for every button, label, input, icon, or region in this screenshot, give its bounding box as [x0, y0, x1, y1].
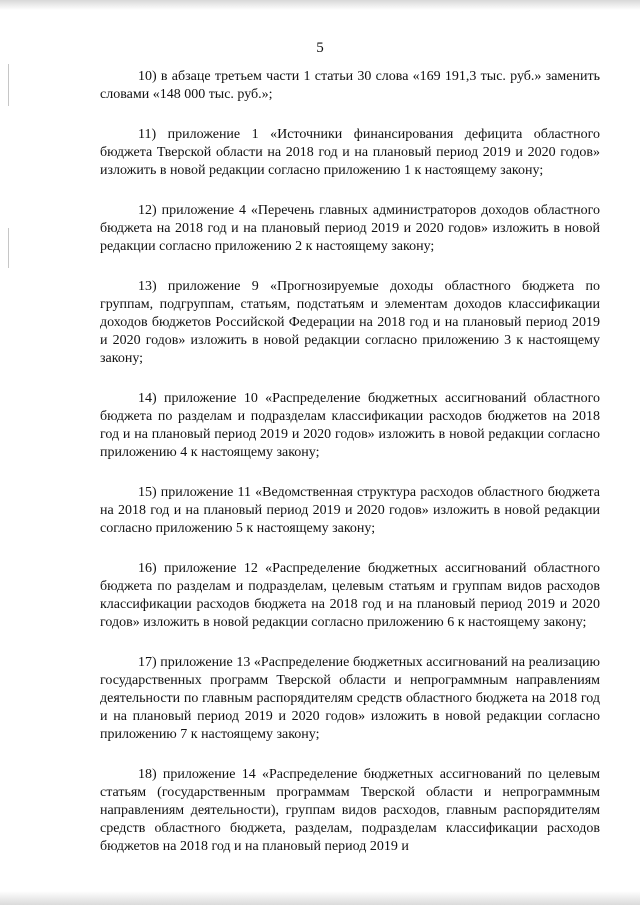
scan-edge-mark-lower [8, 228, 9, 268]
paragraph-item-14: 14) приложение 10 «Распределение бюджетных ассигнований областного бюджета по разделам и подразделам классификации расходов бюджетов на 2018 год и на плановый период 2019 и 2020 годов» изложить в новой редакции согласно приложению 4 к настоящему закону; [100, 391, 600, 460]
paragraph-item-11: 11) приложение 1 «Источники финансирования дефицита областного бюджета Тверской области на 2018 год и на плановый период 2019 и 2020 годов» изложить в новой редакции согласно приложению 1 к настоящему закону; [100, 127, 600, 178]
paragraph-item-16: 16) приложение 12 «Распределение бюджетных ассигнований областного бюджета по разделам и подразделам, целевым статьям и группам видов расходов классификации расходов бюджета на 2018 год и на плановый период 2019 и 2020 годов» изложить в новой редакции согласно приложению 6 к настоящему закону; [100, 561, 600, 630]
scan-bottom-edge [0, 891, 640, 905]
paragraph-item-12: 12) приложение 4 «Перечень главных администраторов доходов областного бюджета на 2018 год и на плановый период 2019 и 2020 годов» изложить в новой редакции согласно приложению 2 к настоящему закону; [100, 203, 600, 254]
paragraph-item-17: 17) приложение 13 «Распределение бюджетных ассигнований на реализацию государственных программ Тверской области и непрограммным направлениям деятельности по главным распорядителям средств областного бюджета на 2018 год и на плановый период 2019 и 2020 годов» изложить в новой редакции согласно приложению 7 к настоящему закону; [100, 655, 600, 742]
page-number: 5 [316, 40, 324, 56]
document-body [100, 68, 600, 878]
scan-edge-mark-upper [8, 64, 9, 106]
paragraph-item-10: 10) в абзаце третьем части 1 статьи 30 слова «169 191,3 тыс. руб.» заменить словами «148 000 тыс. руб.»; [100, 69, 600, 102]
paragraph-item-13: 13) приложение 9 «Прогнозируемые доходы областного бюджета по группам, подгруппам, статьям, подстатьям и элементам доходов классификации доходов бюджетов Российской Федерации на 2018 год и на плановый период 2019 и 2020 годов» изложить в новой редакции согласно приложению 3 к настоящему закону; [100, 279, 600, 366]
paragraph-item-18: 18) приложение 14 «Распределение бюджетных ассигнований по целевым статьям (государственным программам Тверской области и непрограммным направлениям деятельности), группам видов расходов, главным распорядителям средств областного бюджета, разделам, подразделам классификации расходов бюджетов на 2018 год и на плановый период 2019 и [100, 767, 600, 854]
paragraph-item-15: 15) приложение 11 «Ведомственная структура расходов областного бюджета на 2018 год и на плановый период 2019 и 2020 годов» изложить в новой редакции согласно приложению 5 к настоящему закону; [100, 485, 600, 536]
scan-top-edge [0, 0, 640, 10]
